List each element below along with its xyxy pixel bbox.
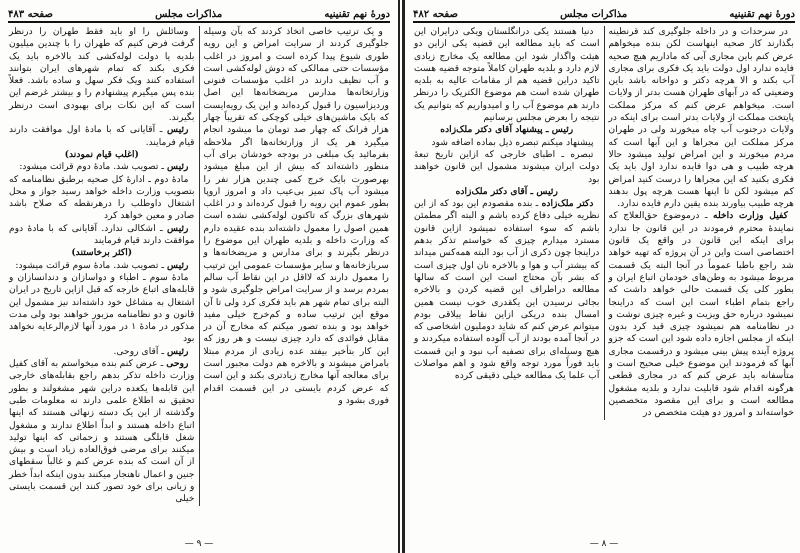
paragraph-text: بنده مقصودم این بود که از این نظریه خیلی دفاع کرده باشم و البته اگر مطمئن باشم که سوء استفاده نمیشود ازاین قانون مسترد میدارم چیزی که خواستم تذکر بدهم دراینجا چون ذکری از آب بود البته همه‌کس میداند که بیشتر آب و هوا و بالاخره نان اول چیزی است که بشر بآن محتاج است این است که سالها مطالعه دراطراف این قضیه کردن و بالاخره بجائی نرسیدن این یکقدری خوب نیست همین امسال بنده دریکی ازاین نقاط ییلاقی بودم میتوانم عرض کنم که شاید دوملیون اشخاصی که در آنجا آمده بودند از آب آلوده استفاده میکردند و هیچ وسیله‌ای برای تصفیه آب نبود و این قسمت باید فوراً مورد توجه واقع شود و اهم مواصلات آب علما یک مطالعه خیلی دقیقی کرده <box>414 198 600 382</box>
paragraph: رئیس ـ آقایانی که با مادهٔ اول موافقت دارند قیام فرمایند. <box>9 124 195 148</box>
paragraph-text: تبصره ـ اطبای خارجی که ازاین تاریخ تبعهٔ دولت ایران میشوند مشمول این قانون خواهند بود <box>414 148 600 185</box>
speaker-name: رئیس <box>167 161 189 173</box>
paragraph-text: دنیا هستند یکی درانگلستان ویکی درایران این است که باید مطالعه این قضیه یکی ازاین دو هیئت واگذار شود این مطالعه یک مخارج زیادی لازم دارد و بلدیه طهران کاملاً متوجه قضیه هست تاکید دراین قضیه هم از مقامات عالیه به بلدیه طهران شده است هم موضوع الکتریک را درنظر دارند هم موضوع آب را و امیدواریم که بتوانیم یک نتیجه را بعرض مجلس برسانیم <box>414 26 600 124</box>
paragraph-text: تصویب شد. مادهٔ دوم قرائت میشود: <box>19 161 159 173</box>
paragraph: رئیس ـ اشکالی ندارد. آقایانی که با مادهٔ دوم موافقت دارند قیام فرمایند <box>9 222 195 247</box>
paragraph-text: تصویب شد. مادهٔ سوم قرائت میشود: <box>15 259 159 271</box>
paragraph: دکتر ملک‌زاده ـ بنده مقصودم این بود که از این نظریه خیلی دفاع کرده باشم و البته اگر مطمئن باشم که سوء استفاده نمیشود ازاین قانون مسترد میدارم چیزی که خواستم تذکر بدهم دراینجا چون ذکری از آب بود البته همه‌کس میداند که بیشتر آب و هوا و بالاخره نان اول چیزی است که بشر بآن محتاج است این است که سالها مطالعه دراطراف این قضیه کردن و بالاخره بجائی نرسیدن این یکقدری خوب نیست همین امسال بنده دریکی ازاین نقاط ییلاقی بودم میتوانم عرض کنم که شاید دوملیون اشخاصی که در آنجا آمده بودند از آب آلوده استفاده میکردند و هیچ وسیله‌ای برای تصفیه آب نبود و این قسمت باید فوراً مورد توجه واقع شود و اهم مواصلات آب علما یک مطالعه خیلی دقیقی کرده <box>414 198 600 382</box>
paragraph-text: آقای روحی. <box>113 345 159 357</box>
page-footer-number: — ۸ — <box>589 539 619 549</box>
speaker-name: دکتر ملک‌زاده <box>541 198 594 210</box>
paragraph: رئیس ـ تصویب شد. مادهٔ دوم قرائت میشود: <box>19 161 189 173</box>
paragraph-text: مادهٔ سوم ـ اطباء و دواسازان و دندانسازان و قابله‌های اتباع خارجه که قبل ازاین تاریخ در ایران اشتغال به مشاغل خود داشته‌اند نیز مشمول این قانون و دو نظامنامه مزبور خواهند بود ولی مدت مذکور در مادهٔ ۱ در مورد آنها لازم‌الرعایه نخواهد بود <box>9 271 195 345</box>
speaker-name: رئیس <box>536 185 558 197</box>
paragraph-text: پیشنهاد آقای دکتر ملک‌زاده <box>440 124 543 136</box>
text-columns <box>5 26 393 506</box>
page-footer-number: — ۹ — <box>184 539 214 549</box>
centered-note <box>9 247 195 259</box>
text-column <box>5 26 200 506</box>
page-right <box>402 0 800 553</box>
speaker-name: رئیس <box>551 124 574 136</box>
journal-title: مذاکرات مجلس <box>155 9 223 20</box>
paragraph: رئیس ـ آقای روحی. <box>113 345 189 357</box>
text-column <box>605 26 799 420</box>
session-label: دورهٔ نهم تقنینیه <box>324 9 390 20</box>
speaker-name: رئیس <box>167 259 189 271</box>
paragraph <box>204 26 390 407</box>
journal-title: مذاکرات مجلس <box>560 9 628 20</box>
centered-note: رئیس ـ آقای دکتر ملک‌زاده <box>455 185 558 197</box>
paragraph <box>414 149 600 186</box>
page-number: صفحه ۴۸۳ <box>8 9 53 20</box>
speaker-name: رئیس <box>167 345 189 357</box>
paragraph-text: مادهٔ دوم ـ ادارهٔ کل صحیه برطبق نظامنامه که بتصویب وزارت داخله خواهد رسید جواز و محل اشتغال داوطلب را درهرنقطه که صلاح باشد صادر و معین خواهد کرد <box>9 173 195 222</box>
session-label: دورهٔ نهم تقنینیه <box>729 9 795 20</box>
speaker-name: رئیس <box>167 222 189 234</box>
paragraph-text: و یک ترتیب خاصی اتخاذ کردند که بآن وسیله جلوگیری کردند از سرایت امراض و این رویه طوری شیوع پیدا کرده است و امروز در اغلب مؤسسات حتی ممالکی که دوش لوله‌کشی است و آب نظیف دارند در اغلب مؤسسات فنونی وزارتخانه‌ها مدارس مریضخانه‌ها این اصل وردیزاسیون را قبول کرده‌اند و این یک رویه‌ایست که بایک ماشین‌های خیلی کوچکی که تقریباً چهار هزار فرانک که چهار صد تومان ما میشود انجام میگیرد هر یک از وزارتخانه‌ها اگر ملاحظه بفرمائید یک مبلغی در بودجه خودشان برای آب منظور داشته‌اند که بیش از این مبلغ میشود بهرصورت بایک خرج کمی چندین هزار نفر را میشود آب پاک تمیز بی‌عیب داد و امروز اروپا بطور عموم این رویه را قبول کرده‌اند و در اغلب شهرهای بزرگ که تاکنون لوله‌کشی نشده است همین اصول را معمول داشته‌اند بنده عقیده دارم که وزارت داخله و بلدیه طهران این موضوع را درنظر بگیرند و برای مدارس و مریضخانه‌ها و سربازخانه‌ها و سایر مؤسسات عمومی این ترتیب را معمول دارند که لااقل در این نقاط آب سالم بمردم برسد و از سرایت امراض جلوگیری شود و البته برای تمام شهر هم باید فکری کرد ولی تا آن موقع این ترتیب ساده و کم‌خرج خیلی مفید خواهد بود و بنده تصور میکنم که مخارج آن در مقابل فوائدی که دارد چیزی نیست و هر روز که این کار بتأخیر بیفتد عده زیادی از مردم مبتلا بامراض میشوند و بالاخره هم دولت مجبور است برای معالجه آنها مخارج زیادتری بکند و این است که عرض کردم بایستی در این قسمت اقدام فوری بشود و <box>203 26 389 406</box>
running-header <box>8 4 390 23</box>
paragraph <box>609 26 795 210</box>
paragraph: روحی ـ عرض کنم بنده میخواستم به آقای کفیل وزارت داخله تذکر بدهم راجع بقابله‌های خارجی این قابله‌ها یکعده دراین شهر مشغولند و بطور تحقیق نه اطلاع علمی دارند نه معلومات طبی وگذشته از این یک دسته زنهائی هستند که اینها اتباع داخله هستند و ابداً اطلاع ندارند و مشغول شغل قابلگی هستند و زحماتی که اینها تولید میکنند برای مرضی فوق‌العاده زیاد است و بیش از آن است که بنده عرض کنم و غالباً سقطهای جنین و اعمال ناهنجار میکنند بدون اینکه ابداً خطر و زیانی برای خود تصور کنند این قسمت بایستی خیلی <box>9 358 195 505</box>
paragraph <box>9 174 195 223</box>
text-column <box>200 26 394 506</box>
paragraph-text: وسائلش را او باید فقط طهران را درنظر گرفت فرض کنیم که طهران را با چندین میلیون بلدیه یا دولت لوله‌کشی کند بالاخره باید یک فکری بکند که تمام شهرهای ایران بتوانند استفاده کنند ویک فکر سهل و ساده باشد. فعلاً بنده پس میگیرم پیشنهادم را و بیشتر غرضم این است که این نکات برای بهبودی است درنظر بگیرند. <box>9 26 195 124</box>
speaker-name: روحی <box>166 358 189 370</box>
paragraph: کفیل وزارت داخله ـ درموضوع حق‌العلاج که نمایندهٔ محترم فرمودند در این قانون جا ندارد برای اینکه این قانون در واقع یک قانون اختصاصی است واین در آن پروژه که تهیه خواهد شد راجع باطبا عموماً در آنجا البته یک قسمت مربوط میشود به وطن‌های خودمان اتباع ایران و بطور کلی یک قسمت حالی خواهد داشت که راجع بتمام اطباء است این است که دراینجا نمیشود درباره حق ویزیت و غیره چیزی نوشت و در نظامنامه هم نمیشود چیزی قید کرد بدون اینکه از مجلس اجازه داده شود این است که جزو پروژه آینده پیش بینی میشود و درقسمت مجاری آبها که فرمودند این موضوع خیلی صحیح است و متأسفانه باید عرض کنم که در مجاری قطعی هرگونه اقدام شود قابلیت ندارد و بلدیه مشغول مطالعه است و برای این مقصود متخصصین خواسته‌اند و امروز دو هیئت متخصص در <box>608 210 794 419</box>
paragraph-text: (اغلب قیام نمودند) <box>64 148 139 160</box>
paragraph-text: آقایانی که با مادهٔ اول موافقت دارند قیام فرمایند. <box>9 124 195 148</box>
paragraph-text: آقای دکتر ملک‌زاده <box>455 185 528 197</box>
centered-note: رئیس ـ پیشنهاد آقای دکتر ملک‌زاده <box>440 124 574 136</box>
speaker-name: کفیل وزارت داخله <box>713 210 788 222</box>
paragraph-text: درموضوع حق‌العلاج که نمایندهٔ محترم فرمودند در این قانون جا ندارد برای اینکه این قانون در واقع یک قانون اختصاصی است واین در آن پروژه که تهیه خواهد شد راجع باطبا عموماً در آنجا البته یک قسمت مربوط میشود به وطن‌های خودمان اتباع ایران و بطور کلی یک قسمت حالی خواهد داشت که راجع بتمام اطباء است این است که دراینجا نمیشود درباره حق ویزیت و غیره چیزی نوشت و در نظامنامه هم نمیشود چیزی قید کرد بدون اینکه از مجلس اجازه داده شود این است که جزو پروژه آینده پیش بینی میشود و درقسمت مجاری آبها که فرمودند این موضوع خیلی صحیح است و متأسفانه باید عرض کنم که در مجاری قطعی هرگونه اقدام شود قابلیت ندارد و بلدیه مشغول مطالعه است و برای این مقصود متخصصین خواسته‌اند و امروز دو هیئت متخصص در <box>608 210 794 419</box>
running-header <box>413 4 795 23</box>
paragraph-text: پیشنهاد میکنم تبصره ذیل بماده اضافه شود <box>431 136 594 148</box>
paragraph-text: عرض کنم بنده میخواستم به آقای کفیل وزارت داخله تذکر بدهم راجع بقابله‌های خارجی این قابله‌ها یکعده دراین شهر مشغولند و بطور تحقیق نه اطلاع علمی دارند نه معلومات طبی وگذشته از این یک دسته زنهائی هستند که اینها اتباع داخله هستند و ابداً اطلاع ندارند و مشغول شغل قابلگی هستند و زحماتی که اینها تولید میکنند برای مرضی فوق‌العاده زیاد است و بیش از آن است که بنده عرض کنم و غالباً سقطهای جنین و اعمال ناهنجار میکنند بدون اینکه ابداً خطر و زیانی برای خود تصور کنند این قسمت بایستی خیلی <box>9 358 195 505</box>
paragraph <box>9 26 195 124</box>
centered-note <box>9 149 195 161</box>
text-column <box>410 26 605 420</box>
speaker-name: رئیس <box>167 124 189 136</box>
paragraph: رئیس ـ تصویب شد. مادهٔ سوم قرائت میشود: <box>15 259 189 271</box>
page-number: صفحه ۴۸۲ <box>413 9 458 20</box>
paragraph-text: (اکثر برخاستند) <box>71 247 133 259</box>
paragraph-text: در سرحدات و در داخله جلوگیری کند قرنطینه بگذارند کار صحیه اینهاست لکن بنده میخواهم عرض کنم باین مجاری آبی که ماداریم هیچ صحیه فایده ندارد اول دولت باید یک فکری برای مجاری آب بکند و الا هرچه دکتر و دواخانه باشد باین وضعیتی که در آبهای طهران هست بدتر از ولایات است. میخواهم عرض کنم که مرکز مملکت پایتخت مملکت از ولایات بدتر است برای اینکه در ولایات درجنوب آب چاه میخورند ولی در طهران مرکز مملکت این مجراها و این آبها است که مردم میخورند و این امراض تولید میشود حالا هرچه طبیب و هی دوا فایده ندارد اول باید یک فکری بکنید که این مجراها را درست کنید امراض کم میشود لکن تا اینها هست هرچه پول بدهند هرچه طبیب بیاورند بنده یقین دارم فایده ندارد. <box>608 26 794 210</box>
paragraph <box>414 26 600 124</box>
paragraph-text: اشکالی ندارد. آقایانی که با مادهٔ دوم موافقت دارند قیام فرمایند <box>9 222 195 247</box>
paragraph <box>414 137 600 149</box>
paragraph <box>9 272 195 346</box>
text-columns <box>410 26 798 420</box>
